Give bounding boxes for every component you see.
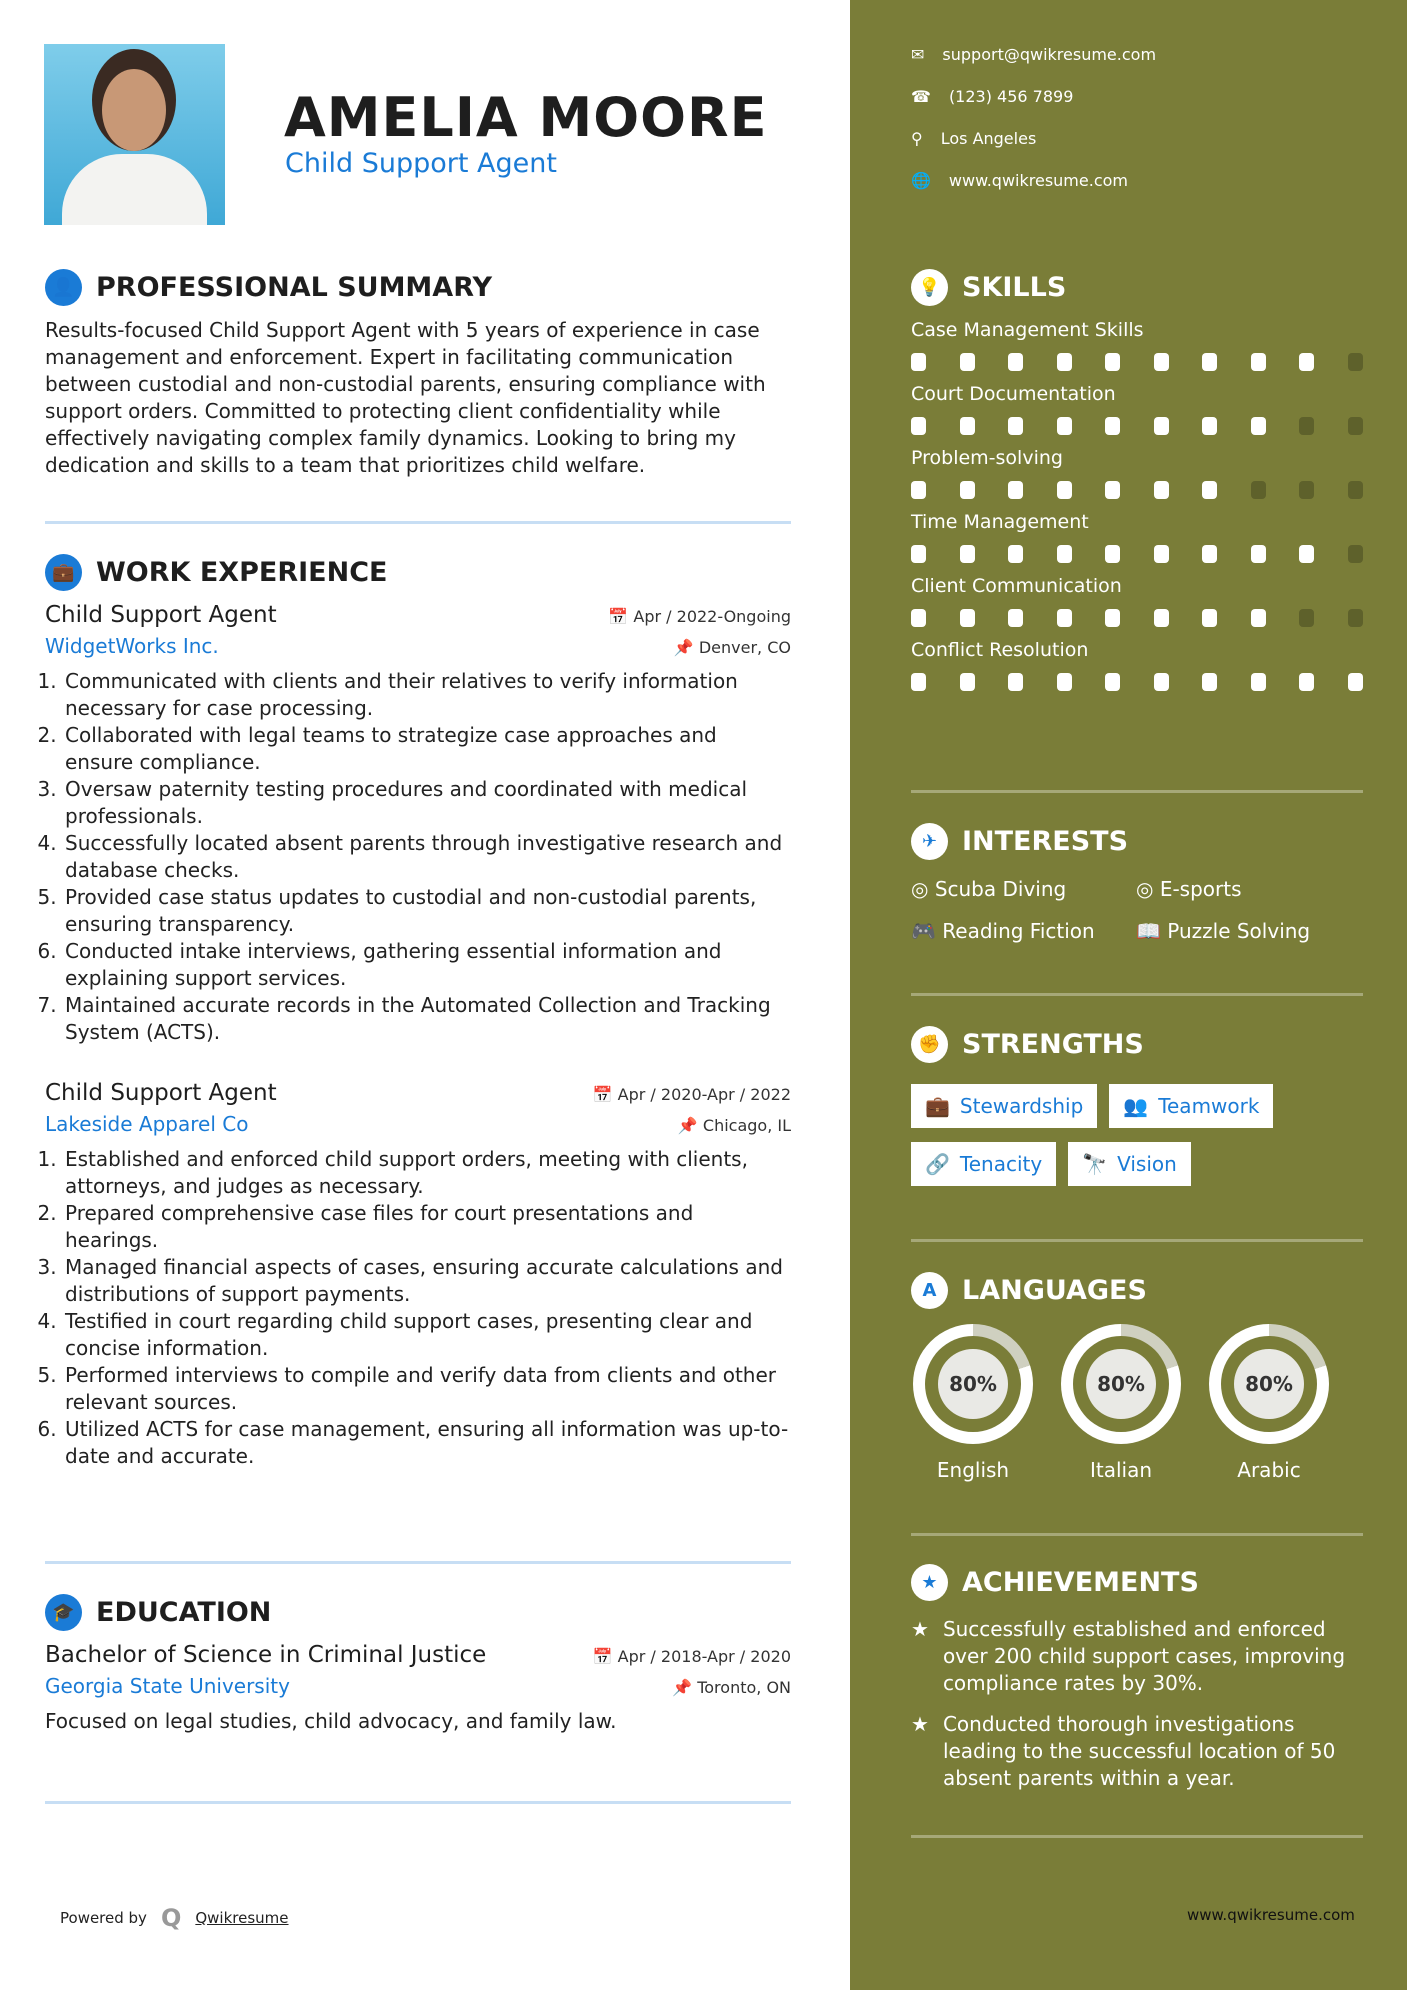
phone-icon: ☎ [911, 86, 931, 106]
rating-dot [1105, 417, 1120, 435]
interests-section [911, 821, 1363, 943]
calendar-icon: 📅 [608, 607, 634, 626]
pin-icon: 📌 [672, 1678, 698, 1697]
skill-name: Conflict Resolution [911, 639, 1089, 661]
job-bullet: 4. Testified in court regarding child support cases, presenting clear and concise information. [63, 1308, 791, 1362]
rating-dot [911, 673, 926, 691]
pin-icon: 📌 [673, 638, 699, 657]
strength-label: Vision [1117, 1152, 1177, 1176]
job-bullet: 1. Communicated with clients and their relatives to verify information necessary for case processing. [63, 668, 791, 722]
rating-dot [1251, 417, 1266, 435]
candidate-role: Child Support Agent [285, 148, 557, 179]
section-title: EDUCATION [96, 1596, 272, 1628]
job-bullet: 4. Successfully located absent parents through investigative research and database checks. [63, 830, 791, 884]
rating-dot [1299, 481, 1314, 499]
rating-dot [1008, 353, 1023, 371]
rating-dot [911, 417, 926, 435]
link-icon: 🔗 [925, 1152, 950, 1176]
strength-badge [911, 1084, 1097, 1128]
footer-url[interactable]: www.qwikresume.com [1187, 1906, 1355, 1924]
rating-dot [1008, 545, 1023, 563]
job-bullet: 5. Provided case status updates to custodial and non-custodial parents, ensuring transparency. [63, 884, 791, 938]
strength-label: Teamwork [1158, 1094, 1260, 1118]
section-title: ACHIEVEMENTS [962, 1566, 1199, 1598]
achievements-section [911, 1562, 1363, 1792]
summary-section [45, 267, 791, 479]
job-location: Denver, CO [698, 638, 791, 657]
rating-dot [1202, 353, 1217, 371]
rating-dot [1299, 545, 1314, 563]
rating-dot [1202, 545, 1217, 563]
section-title: SKILLS [962, 271, 1067, 303]
rating-dot [960, 609, 975, 627]
skill-rating [911, 481, 1363, 499]
language-percent: 80% [938, 1349, 1008, 1419]
rating-dot [1057, 353, 1072, 371]
rating-dot [1299, 609, 1314, 627]
rating-dot [960, 353, 975, 371]
phone: (123) 456 7899 [948, 86, 1074, 106]
rating-dot [1105, 481, 1120, 499]
rating-dot [1008, 481, 1023, 499]
language-item [911, 1324, 1035, 1482]
rating-dot [1251, 673, 1266, 691]
strength-label: Tenacity [959, 1152, 1043, 1176]
briefcase-icon: 💼 [925, 1094, 950, 1118]
section-title: LANGUAGES [962, 1274, 1147, 1306]
divider [911, 1239, 1363, 1242]
language-percent: 80% [1234, 1349, 1304, 1419]
star-icon: ★ [911, 1712, 929, 1736]
rating-dot [1348, 673, 1363, 691]
rating-dot [1105, 353, 1120, 371]
map-pin-icon: ⚲ [911, 128, 923, 148]
rating-dot [1057, 609, 1072, 627]
job-bullet: 5. Performed interviews to compile and verify data from clients and other relevant sources. [63, 1362, 791, 1416]
achievement: Conducted thorough investigations leading to the successful location of 50 absent parents within a year. [942, 1712, 1336, 1790]
gamepad-icon: 🎮 [911, 919, 943, 943]
rating-dot [960, 481, 975, 499]
rating-dot [1057, 545, 1072, 563]
job-location: Chicago, IL [702, 1116, 791, 1135]
job-bullet: 7. Maintained accurate records in the Automated Collection and Tracking System (ACTS). [63, 992, 791, 1046]
rating-dot [1202, 609, 1217, 627]
language-item [1207, 1324, 1331, 1482]
skill-rating [911, 609, 1363, 627]
paper-plane-icon: ✈ [911, 823, 948, 860]
rating-dot [1202, 481, 1217, 499]
rating-dot [1154, 673, 1169, 691]
rating-dot [1154, 353, 1169, 371]
skill-rating [911, 353, 1363, 371]
fist-icon: ✊ [911, 1026, 948, 1063]
rating-dot [1251, 545, 1266, 563]
skill-name: Case Management Skills [911, 319, 1144, 341]
star-icon: ★ [911, 1617, 929, 1641]
rating-dot [911, 481, 926, 499]
footer-brand [60, 1904, 289, 1932]
interest: Scuba Diving [934, 877, 1067, 901]
divider [911, 1835, 1363, 1838]
contact-list [911, 33, 1363, 201]
rating-dot [1251, 609, 1266, 627]
skill-rating [911, 545, 1363, 563]
envelope-icon: ✉ [911, 44, 925, 64]
strength-badge [911, 1142, 1056, 1186]
rating-dot [1057, 673, 1072, 691]
language-name: English [936, 1458, 1010, 1482]
rating-dot [1008, 609, 1023, 627]
translate-icon: A [911, 1272, 948, 1309]
rating-dot [1154, 417, 1169, 435]
rating-dot [911, 609, 926, 627]
rating-dot [1251, 353, 1266, 371]
rating-dot [1105, 545, 1120, 563]
interest: Reading Fiction [942, 919, 1095, 943]
skill-name: Court Documentation [911, 383, 1116, 405]
job-bullet: 6. Utilized ACTS for case management, ensuring all information was up-to-date and accurate. [63, 1416, 791, 1470]
rating-dot [960, 673, 975, 691]
interest: Puzzle Solving [1167, 919, 1311, 943]
job-bullet: 3. Oversaw paternity testing procedures and coordinated with medical professionals. [63, 776, 791, 830]
language-name: Arabic [1237, 1458, 1301, 1482]
interest: E-sports [1159, 877, 1242, 901]
rating-dot [1105, 609, 1120, 627]
divider [911, 1533, 1363, 1536]
section-title: PROFESSIONAL SUMMARY [96, 271, 493, 303]
briefcase-icon: 💼 [45, 554, 82, 591]
rating-dot [1251, 481, 1266, 499]
rating-dot [911, 353, 926, 371]
rating-dot [1057, 481, 1072, 499]
rating-dot [960, 417, 975, 435]
location: Los Angeles [940, 128, 1037, 148]
degree: Bachelor of Science in Criminal Justice [45, 1642, 487, 1668]
rating-dot [1105, 673, 1120, 691]
job-bullet: 1. Established and enforced child support orders, meeting with clients, attorneys, and judges as necessary. [63, 1146, 791, 1200]
rating-dot [1348, 353, 1363, 371]
divider [911, 790, 1363, 793]
skill-name: Problem-solving [911, 447, 1063, 469]
lightbulb-icon: 💡 [911, 269, 948, 306]
rating-dot [960, 545, 975, 563]
strength-badge [1109, 1084, 1273, 1128]
book-icon: 📖 [1136, 919, 1168, 943]
job-title: Child Support Agent [45, 602, 277, 628]
lifebuoy-icon: ◎ [1136, 877, 1160, 901]
school: Georgia State University [45, 1674, 290, 1698]
calendar-icon: 📅 [592, 1085, 618, 1104]
pin-icon: 📌 [677, 1116, 703, 1135]
rating-dot [1057, 417, 1072, 435]
website[interactable]: www.qwikresume.com [948, 170, 1128, 190]
rating-dot [1202, 417, 1217, 435]
job-entry [45, 1080, 791, 1470]
job-bullet: 2. Prepared comprehensive case files for court presentations and hearings. [63, 1200, 791, 1254]
job-bullet: 6. Conducted intake interviews, gathering essential information and explaining support services. [63, 938, 791, 992]
job-title: Child Support Agent [45, 1080, 277, 1106]
language-name: Italian [1089, 1458, 1153, 1482]
rating-dot [1348, 417, 1363, 435]
divider [911, 993, 1363, 996]
powered-by: Powered by [60, 1909, 147, 1927]
language-ring [1209, 1324, 1329, 1444]
rating-dot [1202, 673, 1217, 691]
section-title: STRENGTHS [962, 1028, 1144, 1060]
strength-label: Stewardship [959, 1094, 1084, 1118]
rating-dot [1299, 353, 1314, 371]
rating-dot [1348, 481, 1363, 499]
graduation-icon: 🎓 [45, 1594, 82, 1631]
edu-date: Apr / 2018-Apr / 2020 [617, 1647, 791, 1666]
rating-dot [1154, 609, 1169, 627]
languages-section [911, 1270, 1363, 1482]
company: Lakeside Apparel Co [45, 1112, 249, 1136]
job-bullet: 3. Managed financial aspects of cases, ensuring accurate calculations and distributions of support payments. [63, 1254, 791, 1308]
summary-text: Results-focused Child Support Agent with 5 years of experience in case management and enforcement. Expert in facilitating communication between custodial and non-custodial parents, ensuring compliance with support orders. Committed to protecting client confidentiality while effectively navigating complex family dynamics. Looking to bring my dedication and skills to a team that prioritizes child welfare. [45, 318, 766, 477]
rating-dot [1348, 609, 1363, 627]
email[interactable]: support@qwikresume.com [942, 44, 1157, 64]
work-section [45, 552, 791, 1470]
lifebuoy-icon: ◎ [911, 877, 935, 901]
user-icon: 👤 [45, 269, 82, 306]
language-ring [913, 1324, 1033, 1444]
users-icon: 👥 [1123, 1094, 1149, 1118]
rating-dot [1008, 673, 1023, 691]
strength-badge [1068, 1142, 1191, 1186]
qwikresume-logo-icon: Q [160, 1904, 182, 1932]
rating-dot [1008, 417, 1023, 435]
skill-rating [911, 673, 1363, 691]
strengths-section [911, 1024, 1363, 1186]
language-item [1059, 1324, 1183, 1482]
rating-dot [911, 545, 926, 563]
rating-dot [1154, 545, 1169, 563]
job-entry [45, 602, 791, 1046]
education-section [45, 1592, 791, 1735]
brand-link[interactable]: Qwikresume [195, 1909, 289, 1927]
job-date: Apr / 2020-Apr / 2022 [617, 1085, 791, 1104]
rating-dot [1154, 481, 1169, 499]
skill-name: Client Communication [911, 575, 1122, 597]
company: WidgetWorks Inc. [45, 634, 219, 658]
rating-dot [1299, 673, 1314, 691]
skills-section [911, 267, 1363, 691]
achievement: Successfully established and enforced over 200 child support cases, improving compliance rates by 30%. [942, 1617, 1346, 1695]
star-badge-icon: ★ [911, 1564, 948, 1601]
language-percent: 80% [1086, 1349, 1156, 1419]
section-title: WORK EXPERIENCE [96, 556, 388, 588]
rating-dot [1348, 545, 1363, 563]
skill-name: Time Management [911, 511, 1089, 533]
divider [45, 521, 791, 524]
globe-icon: 🌐 [911, 170, 931, 190]
skill-rating [911, 417, 1363, 435]
divider [45, 1561, 791, 1564]
binoculars-icon: 🔭 [1082, 1152, 1108, 1176]
calendar-icon: 📅 [592, 1647, 618, 1666]
section-title: INTERESTS [962, 825, 1129, 857]
candidate-name: AMELIA MOORE [284, 86, 768, 149]
rating-dot [1299, 417, 1314, 435]
language-ring [1061, 1324, 1181, 1444]
divider [45, 1801, 791, 1804]
edu-text: Focused on legal studies, child advocacy, and family law. [45, 1709, 617, 1733]
job-bullet: 2. Collaborated with legal teams to strategize case approaches and ensure compliance. [63, 722, 791, 776]
edu-location: Toronto, ON [697, 1678, 791, 1697]
profile-photo [44, 44, 225, 225]
job-date: Apr / 2022-Ongoing [633, 607, 791, 626]
